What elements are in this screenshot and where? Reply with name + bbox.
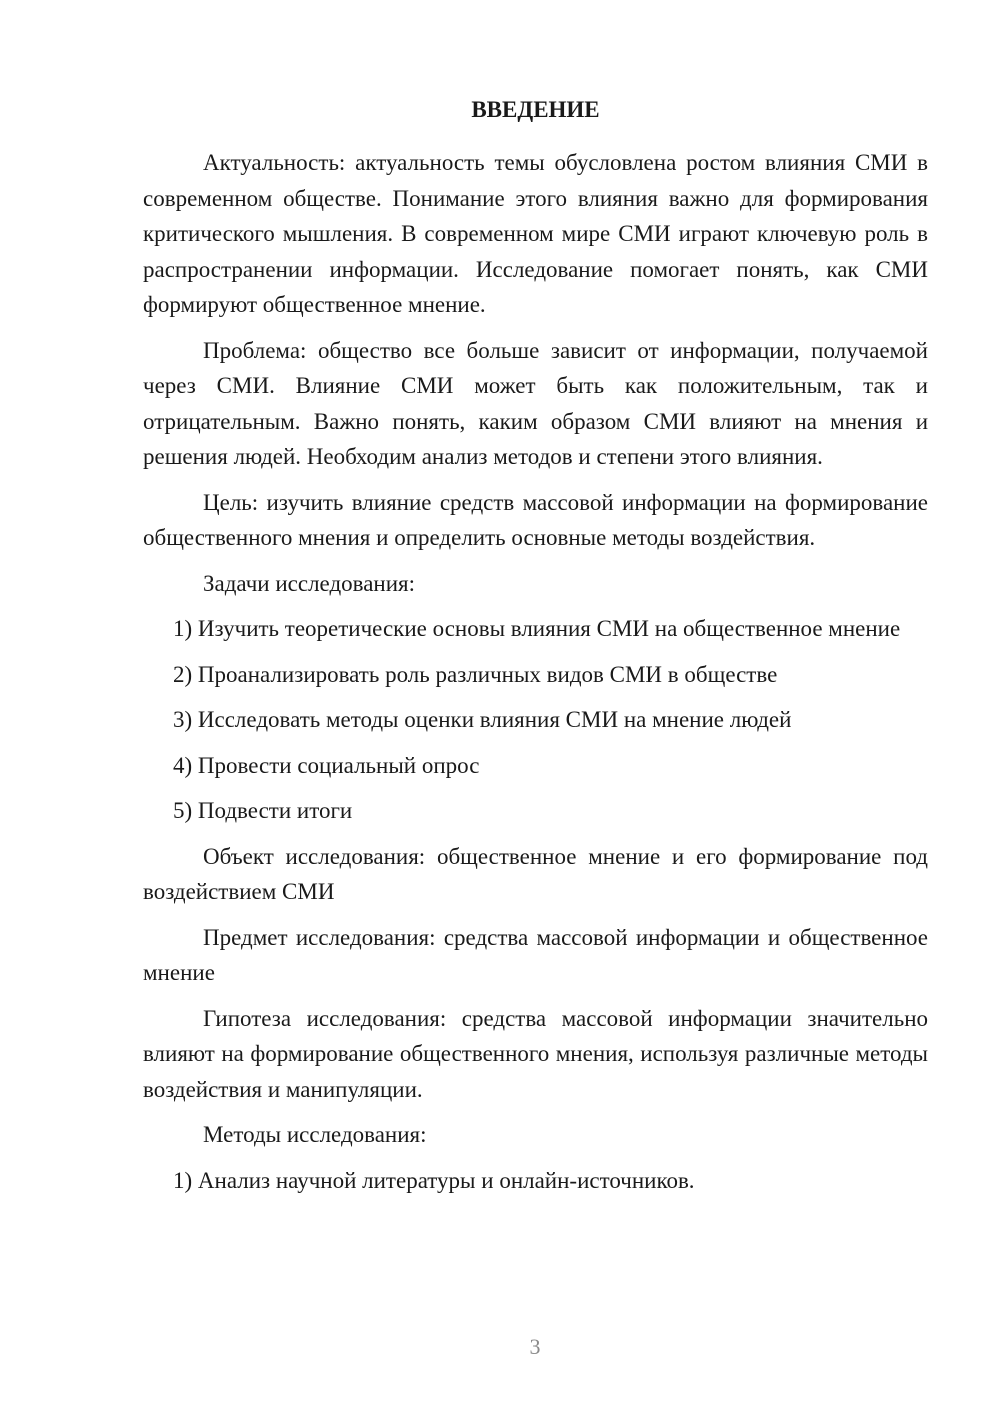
task-item: 4) Провести социальный опрос [173,752,480,778]
task-item: 1) Изучить теоретические основы влияния СМИ на общественное мнение [173,616,901,641]
tasks-heading: Задачи исследования: [203,570,416,596]
task-item: 3) Исследовать методы оценки влияния СМИ на мнение людей [173,707,792,732]
hypothesis-paragraph: Гипотеза исследования: средства массовой информации значительно влияют на формирование общественного мнения, используя различные методы воздействия и манипуляции. [143,1005,928,1102]
goal-paragraph: Цель: изучить влияние средств массовой информации на формирование общественного мнения и определить основные методы воздействия. [143,489,928,550]
problem-paragraph: Проблема: общество все больше зависит от информации, получаемой через СМИ. Влияние СМИ может быть как положительным, так и отрицательным. Важно понять, каким образом СМИ влияют на мнения и решения людей. Необходим анализ методов и степени этого влияния. [143,337,928,469]
page-number: 3 [529,1334,541,1359]
task-item: 2) Проанализировать роль различных видов СМИ в обществе [173,661,778,687]
relevance-paragraph: Актуальность: актуальность темы обусловлена ростом влияния СМИ в современном обществе. Понимание этого влияния важно для формирования критического мышления. В современном мире СМИ играют ключевую роль в распространении информации. Исследование помогает понять, как СМИ формируют общественное мнение. [143,150,928,317]
object-paragraph: Объект исследования: общественное мнение и его формирование под воздействием СМИ [143,843,928,904]
task-item: 5) Подвести итоги [173,798,353,823]
page-content [143,92,928,1208]
page-title: ВВЕДЕНИЕ [471,97,600,122]
method-item: 1) Анализ научной литературы и онлайн-источников. [173,1167,695,1193]
subject-paragraph: Предмет исследования: средства массовой информации и общественное мнение [143,924,928,985]
methods-heading: Методы исследования: [203,1122,427,1147]
